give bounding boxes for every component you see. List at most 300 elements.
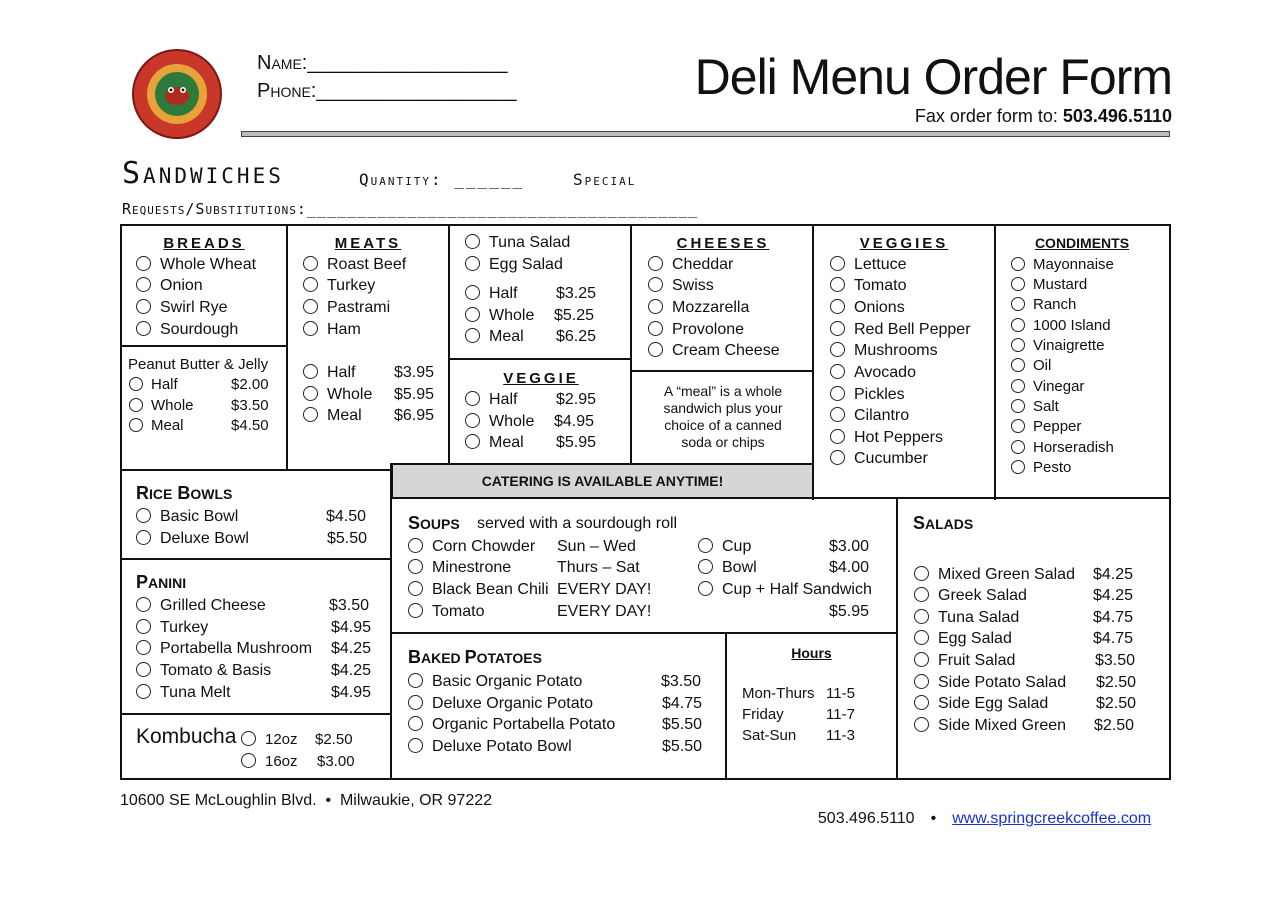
radio-icon[interactable]: [136, 256, 151, 271]
condiment-option[interactable]: [1011, 357, 1051, 374]
option-label: Minestrone: [432, 559, 512, 576]
veggies-option[interactable]: [830, 429, 943, 447]
option-label: Half: [489, 285, 518, 302]
radio-icon[interactable]: [830, 364, 845, 379]
salad-price: $4.25: [1093, 587, 1134, 604]
bread-option[interactable]: [136, 299, 228, 317]
option-label: Pepper: [1033, 418, 1082, 435]
option-label: Greek Salad: [938, 587, 1027, 604]
option-label: Avocado: [854, 364, 916, 381]
veggies-option[interactable]: [830, 321, 971, 339]
bread-option[interactable]: [136, 321, 238, 339]
radio-icon[interactable]: [914, 717, 929, 732]
option-label: Cucumber: [854, 450, 928, 467]
potato-option[interactable]: [408, 695, 593, 713]
option-label: Grilled Cheese: [160, 597, 266, 614]
divider: [630, 224, 632, 464]
option-label: Pickles: [854, 386, 905, 403]
condiments-heading: CONDIMENTS: [1034, 235, 1130, 251]
heading-part: ALADS: [925, 516, 974, 532]
option-label: Egg Salad: [938, 630, 1012, 647]
meat-size-price: $3.95: [394, 364, 435, 381]
option-label: Tomato: [854, 277, 907, 294]
phone-field[interactable]: Phone:__________________: [257, 80, 517, 102]
divider: [994, 224, 996, 500]
salad-size-price: $6.25: [556, 328, 597, 345]
radio-icon[interactable]: [648, 299, 663, 314]
rice-bowl-option[interactable]: [136, 508, 238, 526]
meat-size-option[interactable]: [303, 407, 362, 425]
potato-option[interactable]: [408, 673, 582, 691]
footer-bullet: •: [930, 810, 937, 827]
radio-icon[interactable]: [136, 597, 151, 612]
radio-icon[interactable]: [136, 662, 151, 677]
veggies-option[interactable]: [830, 256, 906, 274]
radio-icon[interactable]: [136, 619, 151, 634]
condiment-option[interactable]: [1011, 276, 1087, 293]
option-label: Mozzarella: [672, 299, 750, 316]
kombucha-option[interactable]: [241, 753, 298, 770]
option-label: Half: [327, 364, 356, 381]
radio-icon[interactable]: [914, 695, 929, 710]
soup-option[interactable]: [408, 559, 511, 577]
panini-price: $4.95: [331, 684, 372, 701]
radio-icon[interactable]: [465, 413, 480, 428]
heading-part: ICE: [149, 486, 173, 502]
salad-price: $2.50: [1096, 674, 1137, 691]
radio-icon[interactable]: [830, 450, 845, 465]
veggies-option[interactable]: [830, 277, 906, 295]
radio-icon[interactable]: [303, 256, 318, 271]
panini-price: $3.50: [329, 597, 370, 614]
salad-size-price: $3.25: [556, 285, 597, 302]
radio-icon[interactable]: [830, 277, 845, 292]
veggies-option[interactable]: [830, 407, 909, 425]
option-label: Side Potato Salad: [938, 674, 1067, 691]
radio-icon[interactable]: [408, 581, 423, 596]
panini-option[interactable]: [136, 662, 271, 680]
radio-icon[interactable]: [648, 321, 663, 336]
radio-icon[interactable]: [648, 342, 663, 357]
condiment-option[interactable]: [1011, 296, 1076, 313]
panini-option[interactable]: [136, 640, 312, 658]
potato-price: $5.50: [662, 738, 703, 755]
option-label: Ranch: [1033, 296, 1077, 313]
panini-price: $4.95: [331, 619, 372, 636]
radio-icon[interactable]: [136, 530, 151, 545]
condiment-option[interactable]: [1011, 459, 1071, 476]
radio-icon[interactable]: [914, 609, 929, 624]
radio-icon[interactable]: [136, 299, 151, 314]
condiment-option[interactable]: [1011, 337, 1104, 354]
option-label: 16oz: [265, 753, 298, 770]
option-label: Tuna Melt: [160, 684, 231, 701]
option-label: Vinegar: [1033, 378, 1085, 395]
meat-option[interactable]: [303, 277, 375, 295]
soup-size-price: $3.00: [829, 538, 870, 555]
meat-size-option[interactable]: [303, 364, 355, 382]
option-label: Portabella Mushroom: [160, 640, 313, 657]
soup-option[interactable]: [408, 538, 535, 556]
salad-option[interactable]: [914, 566, 1075, 584]
cheese-option[interactable]: [648, 342, 780, 360]
potato-option[interactable]: [408, 716, 615, 734]
page-title: Deli Menu Order Form: [694, 49, 1172, 105]
veggie-size-price: $5.95: [556, 434, 597, 451]
website-link[interactable]: www.springcreekcoffee.com: [952, 810, 1152, 827]
radio-icon[interactable]: [408, 673, 423, 688]
option-label: Cream Cheese: [672, 342, 780, 359]
heading-part: B: [177, 483, 191, 503]
panini-option[interactable]: [136, 597, 266, 615]
soup-size-option[interactable]: [698, 559, 757, 577]
option-label: Black Bean Chili: [432, 581, 549, 598]
divider: [448, 358, 632, 360]
radio-icon[interactable]: [1011, 277, 1025, 291]
rice-bowl-price: $4.50: [326, 508, 367, 525]
option-label: Whole: [151, 397, 194, 414]
option-label: Onion: [160, 277, 203, 294]
veggie-heading: VEGGIE: [503, 370, 579, 387]
veggies-option[interactable]: [830, 364, 916, 382]
radio-icon[interactable]: [129, 377, 143, 391]
option-label: Mayonnaise: [1033, 256, 1114, 273]
radio-icon[interactable]: [830, 321, 845, 336]
option-label: Onions: [854, 299, 905, 316]
option-label: Cilantro: [854, 407, 910, 424]
veggie-size-price: $2.95: [556, 391, 597, 408]
option-label: Organic Portabella Potato: [432, 716, 616, 733]
catering-banner: [391, 463, 814, 499]
option-label: Roast Beef: [327, 256, 407, 273]
divider: [812, 224, 814, 500]
potato-option[interactable]: [408, 738, 572, 756]
soup-size-option[interactable]: [698, 538, 751, 556]
veggie-size-option[interactable]: [465, 434, 524, 452]
fax-number: 503.496.5110: [1062, 106, 1172, 126]
radio-icon[interactable]: [830, 429, 845, 444]
radio-icon[interactable]: [1011, 257, 1025, 271]
cheese-option[interactable]: [648, 256, 733, 274]
divider: [896, 497, 898, 780]
radio-icon[interactable]: [1011, 440, 1025, 454]
hours-day: Friday: [742, 706, 784, 723]
option-label: Half: [489, 391, 518, 408]
special-label: Special: [573, 170, 637, 189]
name-field[interactable]: Name:__________________: [257, 52, 508, 74]
salad-option[interactable]: [914, 674, 1066, 692]
radio-icon[interactable]: [465, 434, 480, 449]
pbj-price: $2.00: [231, 376, 269, 393]
veggie-size-price: $4.95: [554, 413, 595, 430]
radio-icon[interactable]: [408, 695, 423, 710]
potato-price: $5.50: [662, 716, 703, 733]
condiment-option[interactable]: [1011, 317, 1111, 334]
heading-part: P: [136, 572, 149, 592]
divider: [120, 558, 392, 560]
salad-option[interactable]: [914, 609, 1019, 627]
radio-icon[interactable]: [303, 364, 318, 379]
radio-icon[interactable]: [1011, 297, 1025, 311]
heading-part: OTATOES: [476, 650, 542, 666]
breads-heading: BREADS: [163, 235, 245, 252]
bread-option[interactable]: [136, 277, 203, 295]
heading-part: R: [136, 483, 149, 503]
radio-icon[interactable]: [914, 566, 929, 581]
divider: [120, 469, 392, 471]
soup-days: EVERY DAY!: [557, 581, 652, 598]
radio-icon[interactable]: [408, 603, 423, 618]
option-label: Cheddar: [672, 256, 734, 273]
logo: [131, 48, 223, 140]
option-label: Hot Peppers: [854, 429, 943, 446]
radio-icon[interactable]: [465, 256, 480, 271]
option-label: Pesto: [1033, 459, 1072, 476]
meat-size-option[interactable]: [303, 386, 372, 404]
radio-icon[interactable]: [830, 342, 845, 357]
condiment-option[interactable]: [1011, 256, 1114, 273]
radio-icon[interactable]: [914, 630, 929, 645]
salad-price: $2.50: [1096, 695, 1137, 712]
radio-icon[interactable]: [136, 277, 151, 292]
cheese-option[interactable]: [648, 321, 744, 339]
pbj-price: $4.50: [231, 417, 269, 434]
veggies-option[interactable]: [830, 342, 938, 360]
soup-option[interactable]: [408, 603, 484, 621]
radio-icon[interactable]: [914, 674, 929, 689]
radio-icon[interactable]: [830, 256, 845, 271]
radio-icon[interactable]: [1011, 460, 1025, 474]
hours-heading: Hours: [791, 645, 832, 661]
option-label: Tomato & Basis: [160, 662, 272, 679]
divider: [812, 497, 1171, 499]
radio-icon[interactable]: [136, 508, 151, 523]
kombucha-price: $3.00: [317, 753, 355, 770]
soup-days: EVERY DAY!: [557, 603, 652, 620]
panini-price: $4.25: [331, 662, 372, 679]
radio-icon[interactable]: [408, 716, 423, 731]
option-label: Pastrami: [327, 299, 391, 316]
hours-day: Sat-Sun: [742, 727, 797, 744]
option-label: Tuna Salad: [489, 234, 571, 251]
option-label: Mixed Green Salad: [938, 566, 1075, 583]
salad-sandwich-option[interactable]: [465, 234, 570, 252]
divider: [630, 370, 814, 372]
option-label: Deluxe Bowl: [160, 530, 249, 547]
option-label: Whole: [489, 307, 535, 324]
pbj-option[interactable]: [129, 376, 178, 393]
radio-icon[interactable]: [1011, 358, 1025, 372]
option-label: Swirl Rye: [160, 299, 228, 316]
panini-option[interactable]: [136, 619, 208, 637]
radio-icon[interactable]: [465, 234, 480, 249]
radio-icon[interactable]: [648, 277, 663, 292]
soup-size-option[interactable]: [698, 581, 872, 599]
soup-days: Sun – Wed: [557, 538, 636, 555]
radio-icon[interactable]: [241, 753, 256, 768]
requests-field[interactable]: Requests/Substitutions:_______________________________________: [122, 200, 699, 218]
divider: [390, 632, 898, 634]
salad-option[interactable]: [914, 652, 1015, 670]
veggie-size-option[interactable]: [465, 391, 517, 409]
meat-option[interactable]: [303, 321, 361, 339]
footer-phone: 503.496.5110: [817, 810, 915, 827]
divider: [286, 224, 288, 470]
radio-icon[interactable]: [303, 299, 318, 314]
option-label: Vinaigrette: [1033, 337, 1105, 354]
salad-size-option[interactable]: [465, 307, 534, 325]
option-label: Meal: [327, 407, 362, 424]
salad-price: $4.25: [1093, 566, 1134, 583]
radio-icon[interactable]: [129, 418, 143, 432]
meat-size-price: $6.95: [394, 407, 435, 424]
radio-icon[interactable]: [830, 299, 845, 314]
catering-text: CATERING IS AVAILABLE ANYTIME!: [481, 473, 724, 489]
fax-label: Fax order form to:: [914, 106, 1063, 126]
option-label: Swiss: [672, 277, 714, 294]
pbj-price: $3.50: [231, 397, 269, 414]
radio-icon[interactable]: [465, 307, 480, 322]
radio-icon[interactable]: [465, 328, 480, 343]
radio-icon[interactable]: [303, 277, 318, 292]
radio-icon[interactable]: [129, 398, 143, 412]
salad-option[interactable]: [914, 717, 1066, 735]
option-label: Turkey: [327, 277, 376, 294]
condiment-option[interactable]: [1011, 439, 1114, 456]
salad-size-option[interactable]: [465, 285, 517, 303]
condiment-option[interactable]: [1011, 398, 1059, 415]
salad-price: $4.75: [1093, 609, 1134, 626]
radio-icon[interactable]: [914, 652, 929, 667]
meat-option[interactable]: [303, 256, 406, 274]
radio-icon[interactable]: [465, 391, 480, 406]
option-label: Cup + Half Sandwich: [722, 581, 872, 598]
soup-size-price: $4.00: [829, 559, 870, 576]
radio-icon[interactable]: [1011, 318, 1025, 332]
salad-option[interactable]: [914, 695, 1048, 713]
heading-part: ANINI: [148, 575, 187, 591]
veggies-option[interactable]: [830, 299, 905, 317]
kombucha-heading: Kombucha: [136, 725, 237, 748]
veggies-option[interactable]: [830, 450, 928, 468]
pbj-option[interactable]: [129, 417, 184, 434]
heading-part: OWLS: [190, 486, 233, 502]
heading-part: OUPS: [420, 516, 460, 532]
divider: [448, 224, 450, 464]
heading-part: AKED: [421, 650, 465, 666]
veggie-size-option[interactable]: [465, 413, 534, 431]
radio-icon[interactable]: [408, 559, 423, 574]
radio-icon[interactable]: [136, 684, 151, 699]
footer-address: 10600 SE McLoughlin Blvd. • Milwaukie, OR 97222: [120, 792, 493, 809]
option-label: Whole Wheat: [160, 256, 257, 273]
cheese-option[interactable]: [648, 277, 714, 295]
radio-icon[interactable]: [914, 587, 929, 602]
radio-icon[interactable]: [408, 738, 423, 753]
salads-heading: [913, 513, 973, 534]
option-label: 1000 Island: [1033, 317, 1111, 334]
quantity-field[interactable]: Quantity: ______: [359, 170, 525, 189]
cheese-option[interactable]: [648, 299, 749, 317]
rice-bowl-option[interactable]: [136, 530, 249, 548]
radio-icon[interactable]: [1011, 379, 1025, 393]
radio-icon[interactable]: [303, 386, 318, 401]
bread-option[interactable]: [136, 256, 256, 274]
soup-option[interactable]: [408, 581, 549, 599]
hours-time: 11-5: [826, 685, 855, 702]
radio-icon[interactable]: [698, 581, 713, 596]
heading-part: B: [408, 647, 421, 667]
option-label: Side Egg Salad: [938, 695, 1049, 712]
salad-price: $4.75: [1093, 630, 1134, 647]
salad-size-option[interactable]: [465, 328, 524, 346]
soup-size-price: $5.95: [829, 603, 870, 620]
pbj-title: Peanut Butter & Jelly: [128, 356, 269, 373]
radio-icon[interactable]: [241, 731, 256, 746]
radio-icon[interactable]: [136, 640, 151, 655]
radio-icon[interactable]: [648, 256, 663, 271]
radio-icon[interactable]: [830, 407, 845, 422]
option-label: Half: [151, 376, 178, 393]
kombucha-option[interactable]: [241, 731, 298, 748]
option-label: Basic Bowl: [160, 508, 239, 525]
option-label: Basic Organic Potato: [432, 673, 583, 690]
salad-price: $2.50: [1094, 717, 1135, 734]
condiment-option[interactable]: [1011, 378, 1084, 395]
radio-icon[interactable]: [303, 407, 318, 422]
soups-subtitle: served with a sourdough roll: [477, 515, 678, 532]
option-label: Oil: [1033, 357, 1052, 374]
panini-heading: [136, 572, 186, 593]
veggies-option[interactable]: [830, 386, 905, 404]
baked-potatoes-heading: [408, 647, 542, 668]
salad-option[interactable]: [914, 630, 1012, 648]
pbj-option[interactable]: [129, 397, 194, 414]
radio-icon[interactable]: [1011, 399, 1025, 413]
header-divider: [241, 131, 1170, 137]
option-label: Red Bell Pepper: [854, 321, 971, 338]
radio-icon[interactable]: [1011, 338, 1025, 352]
veggies-heading: VEGGIES: [859, 235, 949, 252]
heading-part: S: [408, 513, 421, 533]
radio-icon[interactable]: [136, 321, 151, 336]
radio-icon[interactable]: [465, 285, 480, 300]
condiment-option[interactable]: [1011, 418, 1081, 435]
sandwiches-title: Sandwiches: [122, 156, 284, 191]
heading-part: P: [464, 647, 477, 667]
soup-days: Thurs – Sat: [557, 559, 640, 576]
footer-contact: [809, 792, 1151, 828]
salad-option[interactable]: [914, 587, 1027, 605]
radio-icon[interactable]: [830, 386, 845, 401]
divider: [390, 463, 392, 780]
radio-icon[interactable]: [1011, 419, 1025, 433]
radio-icon[interactable]: [303, 321, 318, 336]
panini-option[interactable]: [136, 684, 231, 702]
radio-icon[interactable]: [698, 559, 713, 574]
radio-icon[interactable]: [698, 538, 713, 553]
option-label: Salt: [1033, 398, 1059, 415]
salad-sandwich-option[interactable]: [465, 256, 563, 274]
radio-icon[interactable]: [408, 538, 423, 553]
option-label: Meal: [151, 417, 184, 434]
meat-option[interactable]: [303, 299, 390, 317]
kombucha-price: $2.50: [315, 731, 353, 748]
option-label: Turkey: [160, 619, 209, 636]
meal-note: A “meal” is a whole sandwich plus your choice of a canned soda or chips: [663, 383, 783, 450]
salad-size-price: $5.25: [554, 307, 595, 324]
rice-bowl-price: $5.50: [327, 530, 368, 547]
